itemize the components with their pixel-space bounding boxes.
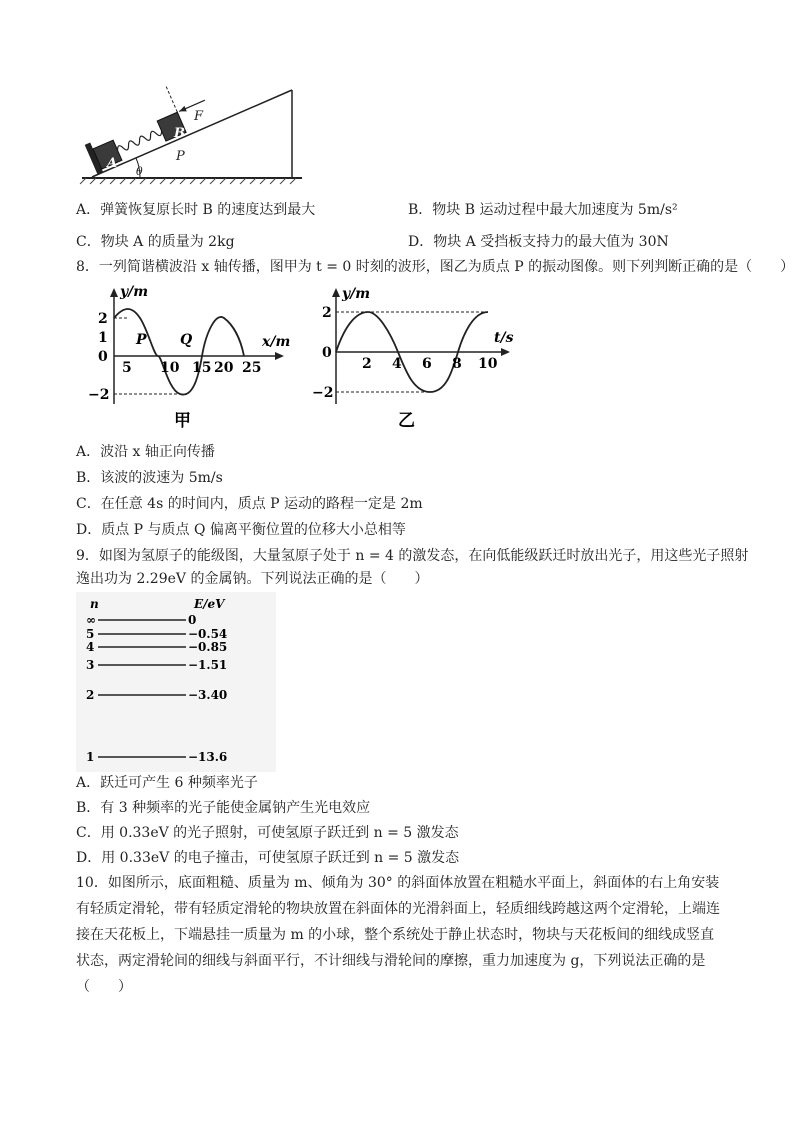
jia-ytick-neg2: −2 <box>88 387 110 403</box>
yi-xlabel: t/s <box>494 330 514 346</box>
yi-xtick-4: 4 <box>392 356 402 372</box>
wave-graph-jia <box>84 282 304 430</box>
incline-spring-figure <box>70 85 310 185</box>
q9-option-A: A．跃迁可产生 6 种频率光子 <box>76 775 258 791</box>
level-e-1: −13.6 <box>188 750 228 764</box>
jia-xtick-5: 5 <box>122 360 132 376</box>
jia-xtick-25: 25 <box>242 360 262 376</box>
block-A-label: A <box>107 156 118 171</box>
q9-option-C: C．用 0.33eV 的光子照射，可使氢原子跃迁到 n = 5 激发态 <box>76 825 459 841</box>
q9-stem-line1: 9．如图为氢原子的能级图，大量氢原子处于 n = 4 的激发态，在向低能级跃迁时放出光子，用这些光子照射 <box>76 548 749 564</box>
q7-option-D: D．物块 A 受挡板支持力的最大值为 30N <box>408 234 669 250</box>
theta-label: θ <box>136 165 143 178</box>
jia-point-Q: Q <box>180 332 193 348</box>
yi-ytick-0: 0 <box>322 345 332 361</box>
q7-option-B: B．物块 B 运动过程中最大加速度为 5m/s² <box>408 202 678 218</box>
jia-ylabel: y/m <box>120 284 149 300</box>
level-n-2: 2 <box>86 688 95 702</box>
vibration-graph-yi <box>310 282 530 430</box>
jia-xtick-15: 15 <box>192 360 212 376</box>
q8-option-C: C．在任意 4s 的时间内，质点 P 运动的路程一定是 2m <box>76 496 423 512</box>
jia-point-P: P <box>136 332 147 348</box>
q8-option-D: D．质点 P 与质点 Q 偏离平衡位置的位移大小总相等 <box>76 522 406 538</box>
q10-stem: 10．如图所示，底面粗糙、质量为 m、倾角为 30° 的斜面体放置在粗糙水平面上，斜面体的右上角安装有轻质定滑轮，带有轻质定滑轮的物块放置在斜面体的光滑斜面上，轻质细线跨越这两个定滑轮，上端连接在天花板上，下端悬挂一质量为 m 的小球，整个系统处于静止状态时，物块与天花板间的细线成竖直状态，两定滑轮间的细线与斜面平行，不计细线与滑轮间的摩擦，重力加速度为 g，下列说法正确的是（ ） <box>76 875 720 995</box>
jia-ytick-1: 1 <box>98 330 108 346</box>
level-e-inf: 0 <box>188 613 197 627</box>
n-header: n <box>90 597 99 611</box>
level-n-5: 5 <box>86 627 95 641</box>
jia-xlabel: x/m <box>262 334 291 350</box>
q9-stem-line2: 逸出功为 2.29eV 的金属钠。下列说法正确的是（ ） <box>76 571 429 587</box>
level-e-4: −0.85 <box>188 640 228 654</box>
level-n-4: 4 <box>86 640 95 654</box>
yi-caption: 乙 <box>398 411 415 430</box>
yi-xtick-2: 2 <box>362 356 372 372</box>
yi-ylabel: y/m <box>342 286 371 302</box>
jia-xtick-20: 20 <box>214 360 234 376</box>
q8-option-A: A．波沿 x 轴正向传播 <box>76 444 215 460</box>
yi-ytick-2: 2 <box>322 305 332 321</box>
yi-xtick-6: 6 <box>422 356 432 372</box>
q8-option-B: B．该波的波速为 5m/s <box>76 470 223 486</box>
level-e-3: −1.51 <box>188 658 228 672</box>
q8-stem: 8．一列简谐横波沿 x 轴传播，图甲为 t = 0 时刻的波形，图乙为质点 P 的振动图像。则下列判断正确的是（ ） <box>76 259 795 275</box>
q7-option-A: A．弹簧恢复原长时 B 的速度达到最大 <box>76 202 316 218</box>
jia-ytick-0: 0 <box>98 349 108 365</box>
jia-xtick-10: 10 <box>160 360 180 376</box>
jia-caption: 甲 <box>174 411 191 430</box>
level-n-inf: ∞ <box>86 613 96 627</box>
q9-option-D: D．用 0.33eV 的电子撞击，可使氢原子跃迁到 n = 5 激发态 <box>76 850 460 866</box>
energy-level-diagram <box>76 592 276 772</box>
energy-header: E/eV <box>194 597 225 611</box>
force-F-label: F <box>194 109 204 124</box>
q9-option-B: B．有 3 种频率的光子能使金属钠产生光电效应 <box>76 800 371 816</box>
q7-option-C: C．物块 A 的质量为 2kg <box>76 234 235 250</box>
level-e-2: −3.40 <box>188 688 228 702</box>
yi-xtick-10: 10 <box>478 356 498 372</box>
yi-ytick-neg2: −2 <box>312 385 334 401</box>
point-P-label: P <box>176 149 185 164</box>
block-B-label: B <box>174 126 185 141</box>
yi-xtick-8: 8 <box>452 356 462 372</box>
level-n-1: 1 <box>86 750 95 764</box>
jia-ytick-2: 2 <box>98 311 108 327</box>
level-e-5: −0.54 <box>188 627 228 641</box>
level-n-3: 3 <box>86 658 95 672</box>
